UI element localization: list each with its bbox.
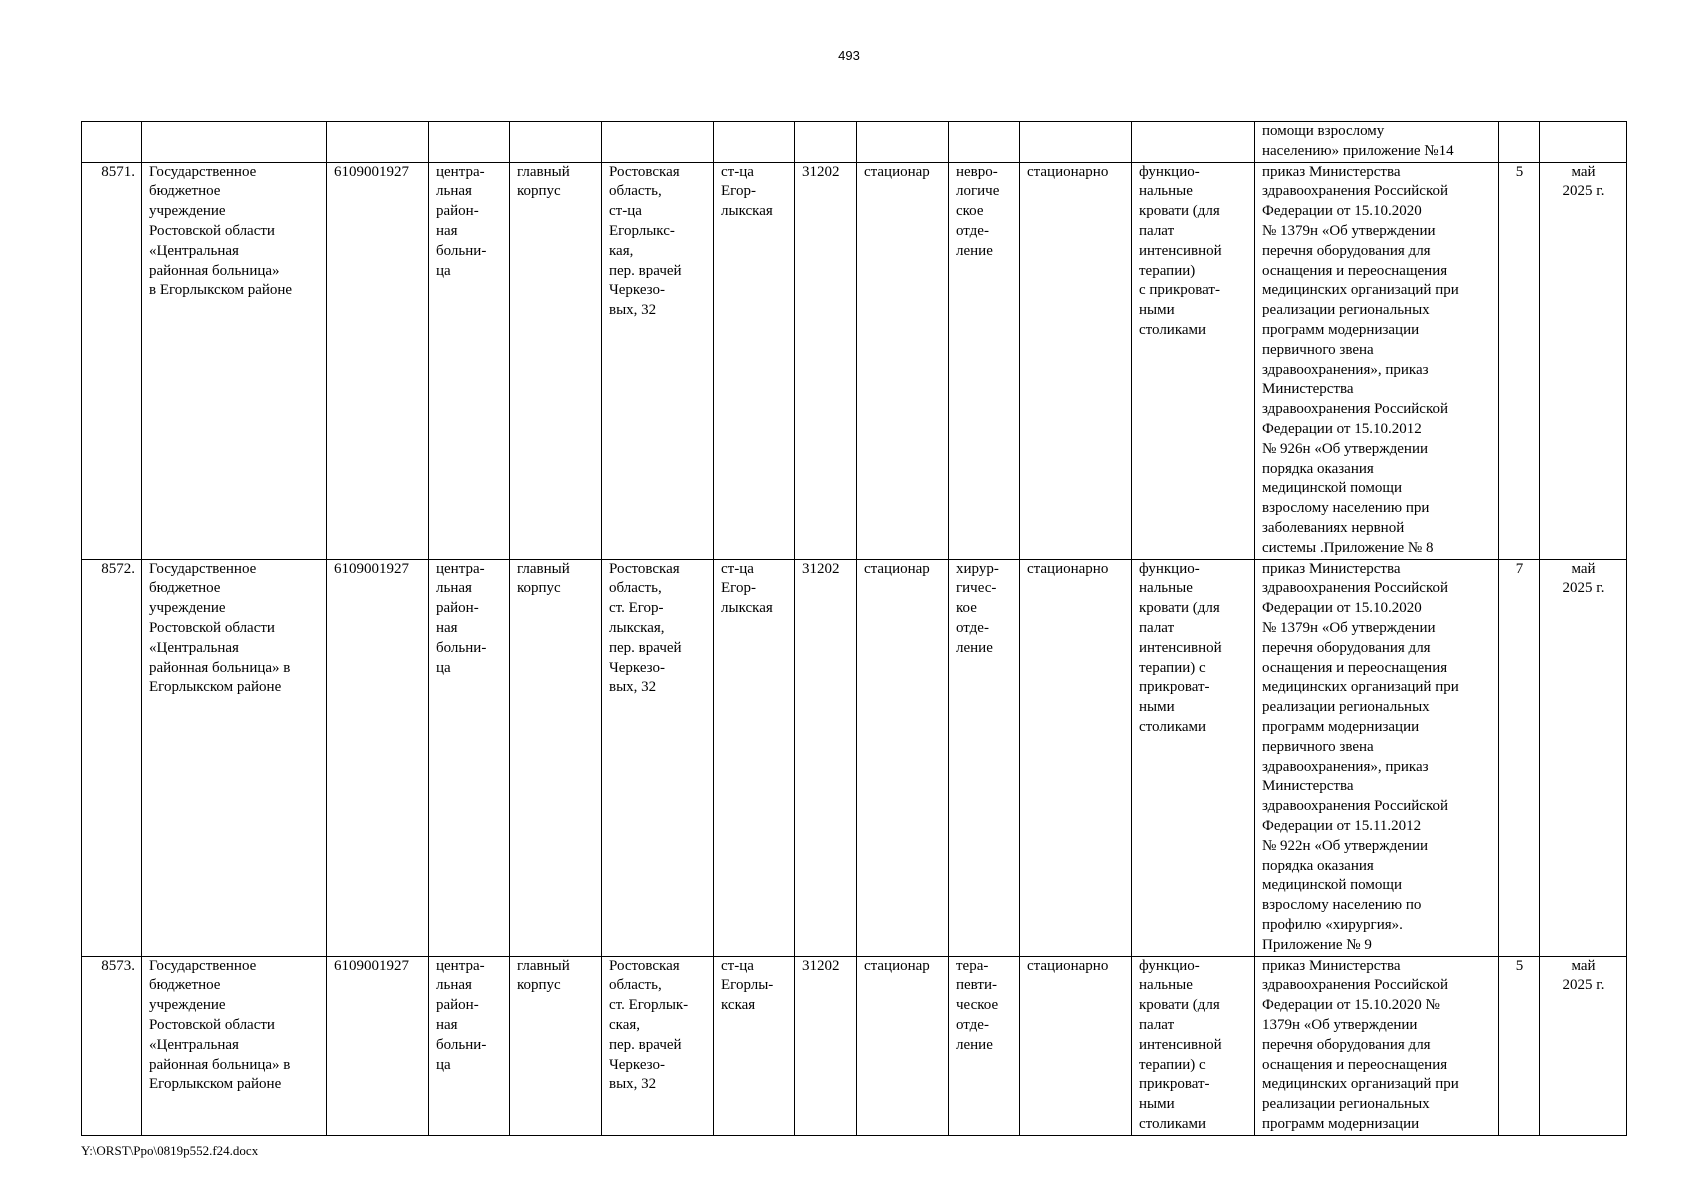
- equipment-line: интенсивной: [1139, 639, 1222, 656]
- building-line: главный: [517, 163, 570, 180]
- address-line: Ростовская: [609, 560, 680, 577]
- basis-line: приказ Министерства: [1262, 163, 1401, 180]
- cell-locality: [714, 559, 795, 956]
- locality-line: кская: [721, 997, 756, 1014]
- cell-type: [429, 559, 510, 956]
- date-line: май: [1571, 957, 1596, 974]
- name-line: Государственное: [149, 560, 257, 577]
- equipment-line: палат: [1139, 222, 1175, 239]
- type-line: ца: [436, 262, 451, 279]
- address-line: ст. Егор-: [609, 600, 664, 617]
- type-line: ная: [436, 1016, 458, 1033]
- locality-line: Егор-: [721, 580, 756, 597]
- name-line: Ростовской области: [149, 1016, 275, 1033]
- address-line: Черкезо-: [609, 282, 665, 299]
- cell-num: 8572.: [82, 559, 142, 956]
- cell-care-type: стационар: [857, 956, 949, 1135]
- address-line: пер. врачей: [609, 1036, 682, 1053]
- cell-conditions: стационарно: [1020, 956, 1132, 1135]
- cell-basis: [1255, 559, 1499, 956]
- department-line: кое: [956, 600, 977, 617]
- address-line: Ростовская: [609, 957, 680, 974]
- cell-building: [510, 559, 602, 956]
- equipment-line: кровати (для: [1139, 997, 1220, 1014]
- equipment-line: кровати (для: [1139, 600, 1220, 617]
- basis-line: профилю «хирургия».: [1262, 916, 1403, 933]
- equipment-line: столиками: [1139, 1115, 1207, 1132]
- basis-line: приказ Министерства: [1262, 560, 1401, 577]
- cell-care-type: стационар: [857, 162, 949, 559]
- address-line: Черкезо-: [609, 1056, 665, 1073]
- basis-line: № 926н «Об утверждении: [1262, 440, 1428, 457]
- cell-address: [602, 559, 714, 956]
- locality-line: лыкская: [721, 203, 773, 220]
- cell-date: [1540, 559, 1627, 956]
- basis-line: № 1379н «Об утверждении: [1262, 619, 1436, 636]
- equipment-table: [81, 121, 1627, 1136]
- basis-line: медицинских организаций при: [1262, 282, 1459, 299]
- cell-address: [602, 956, 714, 1135]
- department-line: певти-: [956, 977, 997, 994]
- cell-care-type: [857, 122, 949, 163]
- basis-line: № 922н «Об утверждении: [1262, 837, 1428, 854]
- cell-date: [1540, 956, 1627, 1135]
- basis-line: реализации региональных: [1262, 302, 1430, 319]
- address-line: вых, 32: [609, 1076, 657, 1093]
- name-line: учреждение: [149, 203, 226, 220]
- name-line: «Центральная: [149, 1036, 239, 1053]
- cell-name: [142, 122, 327, 163]
- cell-care-type: стационар: [857, 559, 949, 956]
- basis-line: медицинской помощи: [1262, 480, 1402, 497]
- locality-line: ст-ца: [721, 560, 754, 577]
- date-line: май: [1571, 560, 1596, 577]
- address-line: ст-ца: [609, 203, 642, 220]
- equipment-line: функцио-: [1139, 957, 1200, 974]
- equipment-line: терапии): [1139, 262, 1196, 279]
- cell-inn: 6109001927: [327, 162, 429, 559]
- cell-locality: [714, 956, 795, 1135]
- building-line: главный: [517, 560, 570, 577]
- cell-name: [142, 559, 327, 956]
- basis-line: Федерации от 15.10.2020 №: [1262, 997, 1440, 1014]
- address-line: Егорлыкс-: [609, 222, 675, 239]
- address-line: область,: [609, 183, 662, 200]
- department-line: ское: [956, 203, 984, 220]
- cell-building: [510, 122, 602, 163]
- department-line: тера-: [956, 957, 989, 974]
- cell-code: 31202: [795, 162, 857, 559]
- department-line: отде-: [956, 222, 989, 239]
- address-line: область,: [609, 977, 662, 994]
- cell-type: [429, 162, 510, 559]
- name-line: бюджетное: [149, 580, 221, 597]
- basis-line: перечня оборудования для: [1262, 242, 1431, 259]
- basis-line: здравоохранения Российской: [1262, 580, 1449, 597]
- type-line: центра-: [436, 163, 485, 180]
- basis-line: Приложение № 9: [1262, 936, 1372, 953]
- locality-line: ст-ца: [721, 163, 754, 180]
- basis-line: помощи взрослому: [1262, 123, 1385, 139]
- equipment-line: ными: [1139, 302, 1175, 319]
- locality-line: лыкская: [721, 600, 773, 617]
- name-line: районная больница» в: [149, 659, 291, 676]
- address-line: лыкская,: [609, 619, 665, 636]
- equipment-line: терапии) с: [1139, 1056, 1206, 1073]
- building-line: корпус: [517, 183, 561, 200]
- basis-line: реализации региональных: [1262, 699, 1430, 716]
- type-line: район-: [436, 203, 479, 220]
- type-line: район-: [436, 997, 479, 1014]
- cell-inn: 6109001927: [327, 559, 429, 956]
- equipment-line: ными: [1139, 1096, 1175, 1113]
- cell-conditions: [1020, 122, 1132, 163]
- basis-line: первичного звена: [1262, 738, 1374, 755]
- cell-building: [510, 162, 602, 559]
- address-line: область,: [609, 580, 662, 597]
- cell-equipment: [1132, 122, 1255, 163]
- equipment-line: с прикроват-: [1139, 282, 1220, 299]
- equipment-line: кровати (для: [1139, 203, 1220, 220]
- equipment-line: интенсивной: [1139, 1036, 1222, 1053]
- name-line: Егорлыкском районе: [149, 1076, 282, 1093]
- locality-line: Егор-: [721, 183, 756, 200]
- basis-line: перечня оборудования для: [1262, 1036, 1431, 1053]
- name-line: бюджетное: [149, 977, 221, 994]
- cell-equipment: [1132, 956, 1255, 1135]
- basis-line: № 1379н «Об утверждении: [1262, 222, 1436, 239]
- cell-conditions: стационарно: [1020, 559, 1132, 956]
- cell-inn: [327, 122, 429, 163]
- name-line: Государственное: [149, 957, 257, 974]
- equipment-line: столиками: [1139, 718, 1207, 735]
- date-line: 2025 г.: [1562, 977, 1605, 994]
- date-line: май: [1571, 163, 1596, 180]
- basis-line: перечня оборудования для: [1262, 639, 1431, 656]
- building-line: корпус: [517, 977, 561, 994]
- cell-qty: 5: [1499, 162, 1540, 559]
- basis-line: оснащения и переоснащения: [1262, 262, 1448, 279]
- building-line: главный: [517, 957, 570, 974]
- basis-line: взрослому населению по: [1262, 897, 1422, 914]
- date-line: 2025 г.: [1562, 580, 1605, 597]
- equipment-line: палат: [1139, 619, 1175, 636]
- cell-code: [795, 122, 857, 163]
- equipment-line: терапии) с: [1139, 659, 1206, 676]
- type-line: льная: [436, 183, 472, 200]
- basis-line: Министерства: [1262, 381, 1354, 398]
- department-line: хирур-: [956, 560, 999, 577]
- cell-name: [142, 162, 327, 559]
- basis-line: Федерации от 15.10.2012: [1262, 420, 1422, 437]
- cell-date: [1540, 162, 1627, 559]
- name-line: Егорлыкском районе: [149, 679, 282, 696]
- cell-department: [949, 122, 1020, 163]
- basis-line: оснащения и переоснащения: [1262, 659, 1448, 676]
- cell-name: [142, 956, 327, 1135]
- basis-line: медицинских организаций при: [1262, 1076, 1459, 1093]
- cell-basis: [1255, 956, 1499, 1135]
- address-line: вых, 32: [609, 302, 657, 319]
- department-line: отде-: [956, 619, 989, 636]
- address-line: пер. врачей: [609, 639, 682, 656]
- name-line: бюджетное: [149, 183, 221, 200]
- address-line: вых, 32: [609, 679, 657, 696]
- basis-line: программ модернизации: [1262, 1115, 1420, 1132]
- cell-department: [949, 956, 1020, 1135]
- type-line: льная: [436, 977, 472, 994]
- date-line: 2025 г.: [1562, 183, 1605, 200]
- basis-line: Министерства: [1262, 778, 1354, 795]
- basis-line: оснащения и переоснащения: [1262, 1056, 1448, 1073]
- page-number: 493: [838, 48, 860, 63]
- basis-line: первичного звена: [1262, 341, 1374, 358]
- equipment-line: функцио-: [1139, 560, 1200, 577]
- cell-date: [1540, 122, 1627, 163]
- basis-line: медицинской помощи: [1262, 877, 1402, 894]
- cell-basis: [1255, 122, 1499, 163]
- address-line: кая,: [609, 242, 634, 259]
- type-line: больни-: [436, 242, 487, 259]
- cell-num: 8571.: [82, 162, 142, 559]
- cell-equipment: [1132, 559, 1255, 956]
- department-line: ческое: [956, 997, 999, 1014]
- type-line: район-: [436, 600, 479, 617]
- locality-line: ст-ца: [721, 957, 754, 974]
- type-line: центра-: [436, 560, 485, 577]
- cell-qty: [1499, 122, 1540, 163]
- name-line: Ростовской области: [149, 222, 275, 239]
- address-line: Ростовская: [609, 163, 680, 180]
- basis-line: порядка оказания: [1262, 460, 1374, 477]
- type-line: льная: [436, 580, 472, 597]
- basis-line: реализации региональных: [1262, 1096, 1430, 1113]
- cell-building: [510, 956, 602, 1135]
- table-row: [82, 956, 1627, 1135]
- address-line: ст. Егорлык-: [609, 997, 689, 1014]
- type-line: ная: [436, 619, 458, 636]
- cell-qty: 7: [1499, 559, 1540, 956]
- cell-locality: [714, 122, 795, 163]
- type-line: больни-: [436, 639, 487, 656]
- type-line: ца: [436, 659, 451, 676]
- basis-line: населению» приложение №14: [1262, 142, 1454, 159]
- department-line: невро-: [956, 163, 998, 180]
- department-line: ление: [956, 242, 993, 259]
- basis-line: Федерации от 15.11.2012: [1262, 817, 1422, 834]
- continuation-row: [82, 122, 1627, 163]
- equipment-line: палат: [1139, 1016, 1175, 1033]
- table-row: [82, 559, 1627, 956]
- equipment-line: нальные: [1139, 977, 1193, 994]
- table-row: [82, 162, 1627, 559]
- cell-locality: [714, 162, 795, 559]
- type-line: ца: [436, 1056, 451, 1073]
- basis-line: приказ Министерства: [1262, 957, 1401, 974]
- name-line: районная больница»: [149, 262, 280, 279]
- address-line: ская,: [609, 1016, 641, 1033]
- basis-line: Федерации от 15.10.2020: [1262, 600, 1422, 617]
- name-line: учреждение: [149, 600, 226, 617]
- basis-line: здравоохранения Российской: [1262, 977, 1449, 994]
- equipment-line: ными: [1139, 699, 1175, 716]
- department-line: гичес-: [956, 580, 997, 597]
- cell-department: [949, 162, 1020, 559]
- cell-inn: 6109001927: [327, 956, 429, 1135]
- basis-line: медицинских организаций при: [1262, 679, 1459, 696]
- cell-basis: [1255, 162, 1499, 559]
- name-line: Государственное: [149, 163, 257, 180]
- equipment-line: нальные: [1139, 183, 1193, 200]
- name-line: учреждение: [149, 997, 226, 1014]
- cell-qty: 5: [1499, 956, 1540, 1135]
- basis-line: здравоохранения Российской: [1262, 183, 1449, 200]
- name-line: Ростовской области: [149, 619, 275, 636]
- cell-num: [82, 122, 142, 163]
- cell-department: [949, 559, 1020, 956]
- basis-line: Федерации от 15.10.2020: [1262, 203, 1422, 220]
- cell-conditions: стационарно: [1020, 162, 1132, 559]
- name-line: в Егорлыкском районе: [149, 282, 293, 299]
- basis-line: здравоохранения Российской: [1262, 401, 1449, 418]
- equipment-line: нальные: [1139, 580, 1193, 597]
- basis-line: взрослому населению при: [1262, 500, 1430, 517]
- cell-code: 31202: [795, 956, 857, 1135]
- equipment-line: столиками: [1139, 321, 1207, 338]
- type-line: больни-: [436, 1036, 487, 1053]
- basis-line: здравоохранения», приказ: [1262, 361, 1429, 378]
- locality-line: Егорлы-: [721, 977, 774, 994]
- department-line: ление: [956, 639, 993, 656]
- cell-code: 31202: [795, 559, 857, 956]
- name-line: «Центральная: [149, 242, 239, 259]
- file-path-footer: Y:\ORST\Ppo\0819p552.f24.docx: [81, 1143, 259, 1158]
- equipment-line: функцио-: [1139, 163, 1200, 180]
- equipment-line: прикроват-: [1139, 1076, 1210, 1093]
- equipment-line: интенсивной: [1139, 242, 1222, 259]
- basis-line: программ модернизации: [1262, 321, 1420, 338]
- basis-line: системы .Приложение № 8: [1262, 539, 1434, 556]
- building-line: корпус: [517, 580, 561, 597]
- basis-line: порядка оказания: [1262, 857, 1374, 874]
- basis-line: 1379н «Об утверждении: [1262, 1016, 1418, 1033]
- department-line: ление: [956, 1036, 993, 1053]
- address-line: Черкезо-: [609, 659, 665, 676]
- basis-line: здравоохранения Российской: [1262, 798, 1449, 815]
- basis-line: заболеваниях нервной: [1262, 519, 1405, 536]
- name-line: «Центральная: [149, 639, 239, 656]
- basis-line: здравоохранения», приказ: [1262, 758, 1429, 775]
- cell-num: 8573.: [82, 956, 142, 1135]
- basis-line: программ модернизации: [1262, 718, 1420, 735]
- type-line: центра-: [436, 957, 485, 974]
- name-line: районная больница» в: [149, 1056, 291, 1073]
- equipment-line: прикроват-: [1139, 679, 1210, 696]
- address-line: пер. врачей: [609, 262, 682, 279]
- cell-address: [602, 162, 714, 559]
- cell-address: [602, 122, 714, 163]
- cell-type: [429, 956, 510, 1135]
- type-line: ная: [436, 222, 458, 239]
- cell-type: [429, 122, 510, 163]
- cell-equipment: [1132, 162, 1255, 559]
- department-line: отде-: [956, 1016, 989, 1033]
- department-line: логиче: [956, 183, 1000, 200]
